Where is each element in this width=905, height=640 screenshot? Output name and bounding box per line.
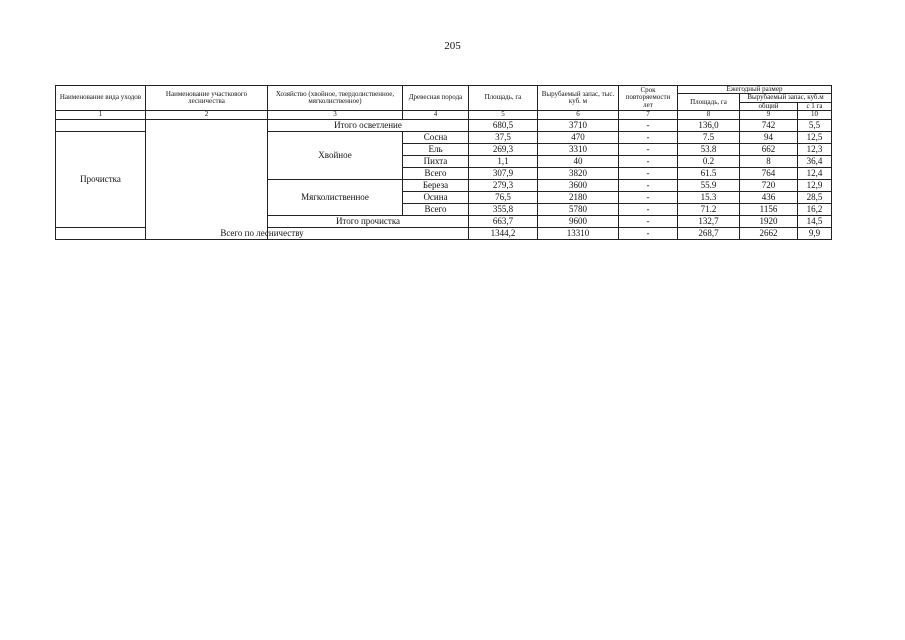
header-species: Древесная порода xyxy=(403,86,469,111)
volume-cell: 3820 xyxy=(538,168,619,180)
annual-total-cell: 662 xyxy=(740,144,798,156)
area-cell: 680,5 xyxy=(469,120,538,132)
term-cell: - xyxy=(619,168,678,180)
header-row-1 xyxy=(56,86,832,94)
annual-total-cell: 436 xyxy=(740,192,798,204)
area-cell: 663,7 xyxy=(469,216,538,228)
annual-area-cell: 15.3 xyxy=(678,192,740,204)
volume-cell: 470 xyxy=(538,132,619,144)
area-cell: 307,9 xyxy=(469,168,538,180)
col-number: 4 xyxy=(403,111,469,120)
area-cell: 269,3 xyxy=(469,144,538,156)
annual-total-cell: 2662 xyxy=(740,228,798,240)
term-cell: - xyxy=(619,156,678,168)
annual-per-ha-cell: 14,5 xyxy=(798,216,832,228)
column-number-row xyxy=(56,111,832,120)
volume-cell: 3710 xyxy=(538,120,619,132)
annual-total-cell: 94 xyxy=(740,132,798,144)
annual-area-cell: 268,7 xyxy=(678,228,740,240)
species-cell: Всего xyxy=(403,204,469,216)
annual-total-cell: 8 xyxy=(740,156,798,168)
col-number: 8 xyxy=(678,111,740,120)
volume-cell: 5780 xyxy=(538,204,619,216)
grand-total-label: Всего по лесничеству xyxy=(56,228,469,240)
row-label: Итого прочистка xyxy=(268,216,469,228)
area-cell: 1,1 xyxy=(469,156,538,168)
table-row xyxy=(56,228,832,240)
row-label: Итого осветление xyxy=(268,120,469,132)
header-district: Наименование участкового лесничества xyxy=(146,86,268,111)
area-cell: 1344,2 xyxy=(469,228,538,240)
header-annual-area: Площадь, га xyxy=(678,94,740,111)
term-cell: - xyxy=(619,204,678,216)
col-number: 1 xyxy=(56,111,146,120)
economy-cell: Хвойное xyxy=(268,132,403,180)
area-cell: 37,5 xyxy=(469,132,538,144)
care-type-cell: Прочистка xyxy=(56,132,146,228)
page-number: 205 xyxy=(444,40,461,52)
annual-area-cell: 0.2 xyxy=(678,156,740,168)
annual-area-cell: 136,0 xyxy=(678,120,740,132)
species-cell: Сосна xyxy=(403,132,469,144)
area-cell: 76,5 xyxy=(469,192,538,204)
volume-cell: 3600 xyxy=(538,180,619,192)
annual-per-ha-cell: 12,3 xyxy=(798,144,832,156)
empty-cell xyxy=(56,120,146,132)
annual-area-cell: 71.2 xyxy=(678,204,740,216)
header-annual-total: общий xyxy=(740,102,798,110)
forest-care-table xyxy=(55,85,832,240)
term-cell: - xyxy=(619,192,678,204)
species-cell: Ель xyxy=(403,144,469,156)
economy-cell: Мягколиственное xyxy=(268,180,403,216)
annual-area-cell: 53.8 xyxy=(678,144,740,156)
annual-area-cell: 55.9 xyxy=(678,180,740,192)
annual-per-ha-cell: 12,5 xyxy=(798,132,832,144)
annual-total-cell: 764 xyxy=(740,168,798,180)
term-cell: - xyxy=(619,228,678,240)
annual-per-ha-cell: 12,4 xyxy=(798,168,832,180)
header-volume: Вырубаемый запас, тыс. куб. м xyxy=(538,86,619,111)
header-type: Наименование вида уходов xyxy=(56,86,146,111)
area-cell: 355,8 xyxy=(469,204,538,216)
header-area: Площадь, га xyxy=(469,86,538,111)
term-cell: - xyxy=(619,216,678,228)
term-cell: - xyxy=(619,120,678,132)
term-cell: - xyxy=(619,144,678,156)
annual-per-ha-cell: 16,2 xyxy=(798,204,832,216)
annual-total-cell: 742 xyxy=(740,120,798,132)
term-cell: - xyxy=(619,132,678,144)
species-cell: Осина xyxy=(403,192,469,204)
col-number: 2 xyxy=(146,111,268,120)
term-cell: - xyxy=(619,180,678,192)
annual-per-ha-cell: 28,5 xyxy=(798,192,832,204)
annual-per-ha-cell: 12,9 xyxy=(798,180,832,192)
species-cell: Всего xyxy=(403,168,469,180)
header-annual-per-ha: с 1 га xyxy=(798,102,832,110)
header-economy: Хозяйство (хвойное, твердолиственное, мягколиственное) xyxy=(268,86,403,111)
volume-cell: 9600 xyxy=(538,216,619,228)
annual-area-cell: 7.5 xyxy=(678,132,740,144)
annual-per-ha-cell: 5,5 xyxy=(798,120,832,132)
col-number: 10 xyxy=(798,111,832,120)
annual-per-ha-cell: 9,9 xyxy=(798,228,832,240)
district-cell xyxy=(146,120,268,240)
header-annual: Ежегодный размер xyxy=(678,86,832,94)
col-number: 9 xyxy=(740,111,798,120)
volume-cell: 3310 xyxy=(538,144,619,156)
volume-cell: 13310 xyxy=(538,228,619,240)
annual-total-cell: 720 xyxy=(740,180,798,192)
col-number: 6 xyxy=(538,111,619,120)
col-number: 3 xyxy=(268,111,403,120)
header-annual-volume: Вырубаемый запас, куб.м xyxy=(740,94,832,102)
col-number: 5 xyxy=(469,111,538,120)
annual-total-cell: 1920 xyxy=(740,216,798,228)
volume-cell: 40 xyxy=(538,156,619,168)
table-row xyxy=(56,120,832,132)
header-term: Срок повторяемости лет xyxy=(619,86,678,111)
annual-area-cell: 61.5 xyxy=(678,168,740,180)
volume-cell: 2180 xyxy=(538,192,619,204)
annual-total-cell: 1156 xyxy=(740,204,798,216)
annual-area-cell: 132,7 xyxy=(678,216,740,228)
annual-per-ha-cell: 36,4 xyxy=(798,156,832,168)
species-cell: Береза xyxy=(403,180,469,192)
species-cell: Пихта xyxy=(403,156,469,168)
area-cell: 279,3 xyxy=(469,180,538,192)
col-number: 7 xyxy=(619,111,678,120)
